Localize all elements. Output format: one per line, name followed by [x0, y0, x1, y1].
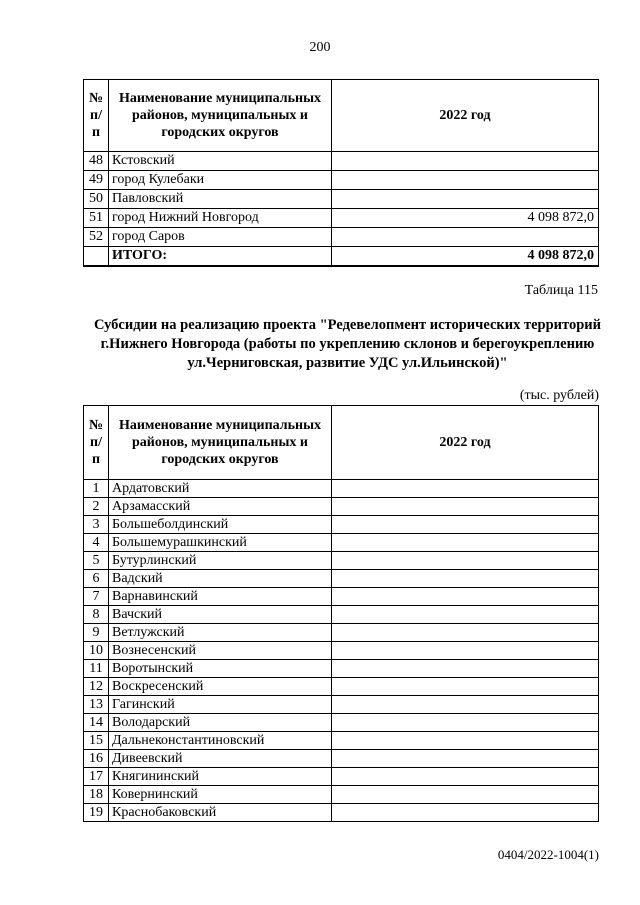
row-num: 17 [84, 768, 109, 786]
row-name: Павловский [109, 190, 332, 209]
row-name: Дальнеконстантиновский [109, 732, 332, 750]
row-value [332, 588, 599, 606]
row-name: Бутурлинский [109, 552, 332, 570]
row-value [332, 228, 599, 247]
table-row [84, 714, 599, 732]
table-row [84, 786, 599, 804]
header-num: № п/п [84, 80, 109, 152]
row-value [332, 516, 599, 534]
row-num: 2 [84, 498, 109, 516]
header-name: Наименование муниципальных районов, муниципальных и городских округов [109, 406, 332, 480]
row-name: Вачский [109, 606, 332, 624]
table-row [84, 678, 599, 696]
row-name: Ковернинский [109, 786, 332, 804]
row-name: Краснобаковский [109, 804, 332, 822]
row-name: Дивеевский [109, 750, 332, 768]
table-header-row [84, 80, 599, 152]
row-value [332, 714, 599, 732]
table-header-row [84, 406, 599, 480]
page-number: 200 [309, 40, 331, 55]
row-name: Воротынский [109, 660, 332, 678]
table-row [84, 228, 599, 247]
header-year: 2022 год [332, 80, 599, 152]
table-row [84, 516, 599, 534]
row-num: 16 [84, 750, 109, 768]
row-num: 13 [84, 696, 109, 714]
row-num: 9 [84, 624, 109, 642]
table-row [84, 570, 599, 588]
row-value [332, 552, 599, 570]
table-row [84, 171, 599, 190]
row-num: 18 [84, 786, 109, 804]
row-name: Варнавинский [109, 588, 332, 606]
row-name: город Кулебаки [109, 171, 332, 190]
table-top-body [84, 152, 599, 266]
row-value [332, 750, 599, 768]
table-row [84, 552, 599, 570]
table-row [84, 588, 599, 606]
row-num: 51 [84, 209, 109, 228]
table-row [84, 624, 599, 642]
table-main [83, 405, 599, 822]
row-value [332, 171, 599, 190]
table-row [84, 190, 599, 209]
row-name: Княгининский [109, 768, 332, 786]
table-row [84, 534, 599, 552]
row-num: 49 [84, 171, 109, 190]
table-row [84, 606, 599, 624]
row-num: 48 [84, 152, 109, 171]
row-num: 4 [84, 534, 109, 552]
row-value [332, 642, 599, 660]
row-value [332, 480, 599, 498]
table-row [84, 696, 599, 714]
row-num: 14 [84, 714, 109, 732]
row-num: 5 [84, 552, 109, 570]
row-name: Кстовский [109, 152, 332, 171]
table-title: Субсидии на реализацию проекта "Редевелопмент исторических территорий г.Нижнего Новгорода (работы по укреплению склонов и берегоукреплению ул.Черниговская, развитие УДС ул.Ильинской)" [94, 317, 601, 371]
row-name: Арзамасский [109, 498, 332, 516]
total-row [84, 247, 599, 266]
header-num: № п/п [84, 406, 109, 480]
units-note: (тыс. рублей) [519, 388, 599, 403]
row-name: город Саров [109, 228, 332, 247]
row-name: Гагинский [109, 696, 332, 714]
row-num: 7 [84, 588, 109, 606]
document-code: 0404/2022-1004(1) [497, 847, 599, 862]
row-num: 11 [84, 660, 109, 678]
row-value: 4 098 872,0 [332, 209, 599, 228]
row-name: Вадский [109, 570, 332, 588]
row-num: 12 [84, 678, 109, 696]
row-value [332, 570, 599, 588]
row-num: 15 [84, 732, 109, 750]
row-value [332, 498, 599, 516]
table-row [84, 209, 599, 228]
table-row [84, 804, 599, 822]
table-top [83, 79, 599, 267]
row-value [332, 660, 599, 678]
row-name: Ветлужский [109, 624, 332, 642]
header-name: Наименование муниципальных районов, муниципальных и городских округов [109, 80, 332, 152]
row-value [332, 786, 599, 804]
row-value [332, 768, 599, 786]
row-num: 1 [84, 480, 109, 498]
row-value [332, 678, 599, 696]
table-row [84, 768, 599, 786]
total-label: ИТОГО: [109, 247, 332, 266]
row-name: Вознесенский [109, 642, 332, 660]
total-value: 4 098 872,0 [332, 247, 599, 266]
row-num: 3 [84, 516, 109, 534]
row-num: 19 [84, 804, 109, 822]
row-num: 6 [84, 570, 109, 588]
total-num [84, 247, 109, 266]
row-value [332, 190, 599, 209]
row-value [332, 624, 599, 642]
row-name: Большеболдинский [109, 516, 332, 534]
header-year: 2022 год [332, 406, 599, 480]
table-row [84, 498, 599, 516]
row-num: 50 [84, 190, 109, 209]
table-row [84, 152, 599, 171]
table-row [84, 480, 599, 498]
row-name: Большемурашкинский [109, 534, 332, 552]
row-num: 8 [84, 606, 109, 624]
row-name: Воскресенский [109, 678, 332, 696]
row-name: Володарский [109, 714, 332, 732]
row-name: Ардатовский [109, 480, 332, 498]
row-value [332, 152, 599, 171]
table-main-body [84, 480, 599, 822]
row-value [332, 804, 599, 822]
row-value [332, 534, 599, 552]
row-value [332, 696, 599, 714]
table-row [84, 660, 599, 678]
row-name: город Нижний Новгород [109, 209, 332, 228]
row-value [332, 606, 599, 624]
row-value [332, 732, 599, 750]
table-row [84, 750, 599, 768]
table-row [84, 642, 599, 660]
table-row [84, 732, 599, 750]
row-num: 10 [84, 642, 109, 660]
row-num: 52 [84, 228, 109, 247]
table-caption: Таблица 115 [524, 283, 598, 298]
